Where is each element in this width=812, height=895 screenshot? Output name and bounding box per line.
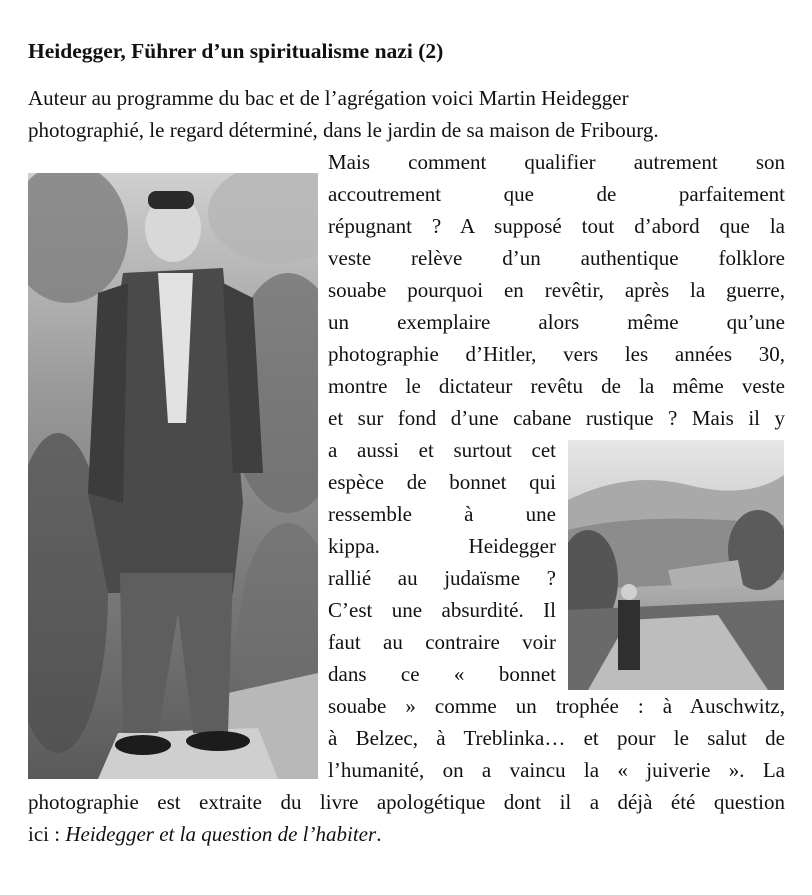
body-line: faut au contraire voir <box>328 630 556 654</box>
body-line: souabe pourquoi en revêtir, après la guerre, <box>328 278 785 302</box>
body-line: photographié, le regard déterminé, dans le jardin de sa maison de Fribourg. <box>28 118 659 142</box>
book-title: Heidegger et la question de l’habiter <box>65 822 377 846</box>
article-title: Heidegger, Führer d’un spiritualisme nazi (2) <box>28 39 444 63</box>
last-line-prefix: ici : <box>28 822 66 846</box>
body-line: Mais comment qualifier autrement son <box>328 150 785 174</box>
body-line: accoutrement que de parfaitement <box>328 182 785 206</box>
body-line: dans ce « bonnet <box>328 662 556 686</box>
body-line: un exemplaire alors même qu’une <box>328 310 785 334</box>
last-line-suffix: . <box>376 822 382 846</box>
body-last-line <box>28 818 381 850</box>
body-line: kippa. Heidegger <box>328 534 556 558</box>
body-line: montre le dictateur revêtu de la même veste <box>328 374 785 398</box>
body-line: C’est une absurdité. Il <box>328 598 556 622</box>
body-line: veste relève d’un authentique folklore <box>328 246 785 270</box>
body-line: ressemble à une <box>328 502 556 526</box>
body-line: a aussi et surtout cet <box>328 438 556 462</box>
body-line: souabe » comme un trophée : à Auschwitz, <box>328 694 785 718</box>
body-line: photographie d’Hitler, vers les années 30, <box>328 342 785 366</box>
body-line: rallié au judaïsme ? <box>328 566 556 590</box>
body-line: et sur fond d’une cabane rustique ? Mais il y <box>328 406 785 430</box>
body-line: espèce de bonnet qui <box>328 470 556 494</box>
body-line: l’humanité, on a vaincu la « juiverie ». La <box>328 758 785 782</box>
body-line: répugnant ? A supposé tout d’abord que la <box>328 214 785 238</box>
body-line: à Belzec, à Treblinka… et pour le salut de <box>328 726 785 750</box>
body-line: Auteur au programme du bac et de l’agrégation voici Martin Heidegger <box>28 86 629 110</box>
body-line: photographie est extraite du livre apologétique dont il a déjà été question <box>28 790 785 814</box>
